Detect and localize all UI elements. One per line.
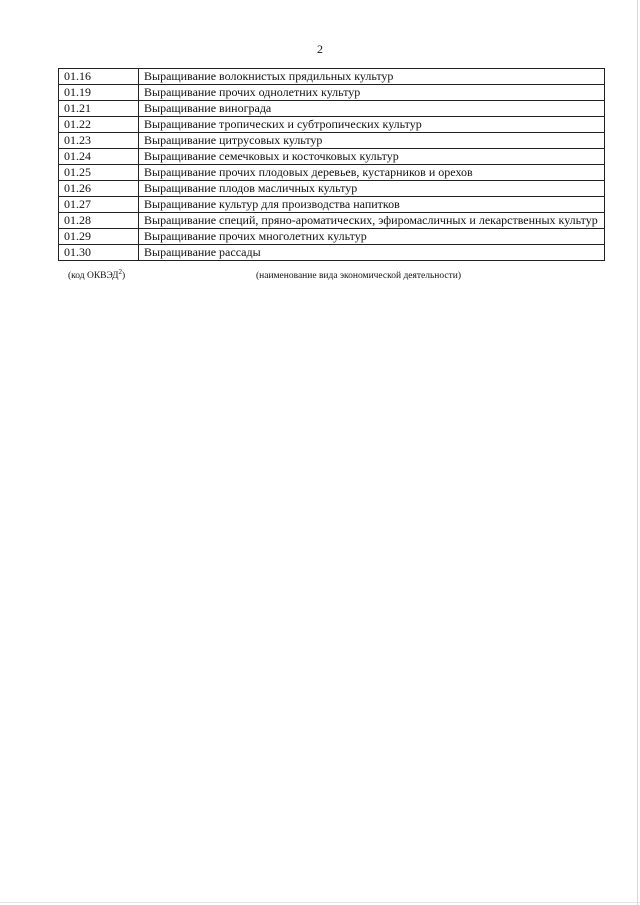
table-row — [59, 133, 605, 149]
okved-code: 01.29 — [59, 229, 139, 245]
table-row — [59, 85, 605, 101]
okved-code: 01.28 — [59, 213, 139, 229]
okved-table — [58, 68, 605, 261]
activity-name: Выращивание волокнистых прядильных культур — [139, 69, 605, 85]
okved-code: 01.19 — [59, 85, 139, 101]
okved-code: 01.23 — [59, 133, 139, 149]
table-row — [59, 197, 605, 213]
table-row — [59, 181, 605, 197]
table-row — [59, 213, 605, 229]
table-row — [59, 165, 605, 181]
activity-name: Выращивание тропических и субтропических культур — [139, 117, 605, 133]
table-row — [59, 245, 605, 261]
table-row — [59, 117, 605, 133]
activity-name: Выращивание цитрусовых культур — [139, 133, 605, 149]
activity-name: Выращивание винограда — [139, 101, 605, 117]
okved-code: 01.26 — [59, 181, 139, 197]
activity-name: Выращивание специй, пряно-ароматических, эфиромасличных и лекарственных культур — [139, 213, 605, 229]
activity-name: Выращивание плодов масличных культур — [139, 181, 605, 197]
okved-code: 01.27 — [59, 197, 139, 213]
activity-name: Выращивание прочих многолетних культур — [139, 229, 605, 245]
code-column-caption — [68, 267, 126, 281]
scan-edge-bottom — [0, 902, 640, 903]
okved-code: 01.16 — [59, 69, 139, 85]
code-caption-close: ) — [121, 271, 126, 281]
activity-name: Выращивание культур для производства напитков — [139, 197, 605, 213]
table-captions — [58, 267, 605, 285]
okved-code: 01.30 — [59, 245, 139, 261]
footnote-marker: 2 — [118, 267, 122, 276]
activity-name: Выращивание рассады — [139, 245, 605, 261]
table-row — [59, 149, 605, 165]
scan-edge-right — [637, 0, 638, 905]
table-row — [59, 229, 605, 245]
activity-name: Выращивание прочих плодовых деревьев, кустарников и орехов — [139, 165, 605, 181]
activity-name: Выращивание семечковых и косточковых культур — [139, 149, 605, 165]
okved-code: 01.25 — [59, 165, 139, 181]
table-row — [59, 69, 605, 85]
okved-code: 01.24 — [59, 149, 139, 165]
code-caption-text: (код ОКВЭД — [68, 271, 119, 281]
table-row — [59, 101, 605, 117]
page-number: 2 — [317, 42, 323, 56]
okved-code: 01.21 — [59, 101, 139, 117]
name-column-caption: (наименование вида экономической деятельности) — [256, 271, 461, 281]
okved-code: 01.22 — [59, 117, 139, 133]
activity-name: Выращивание прочих однолетних культур — [139, 85, 605, 101]
